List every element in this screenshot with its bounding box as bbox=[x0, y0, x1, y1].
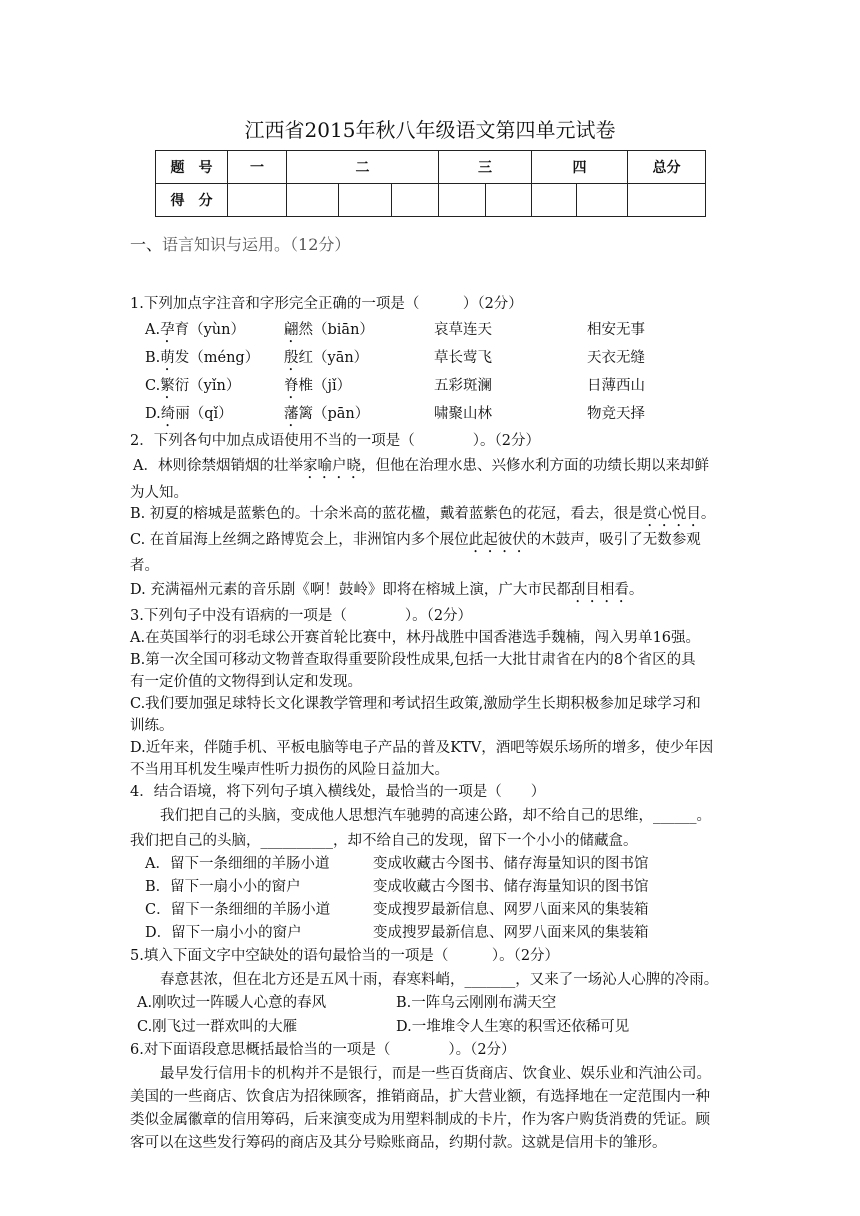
q4-option-b-part1: B．留下一扇小小的窗户 bbox=[145, 879, 301, 895]
q1-option-c-word3: 五彩斑澜 bbox=[434, 378, 492, 394]
q3-line: A.在英国举行的羽毛球公开赛首轮比赛中，林丹战胜中国香港选手魏楠，闯入男单16强。 bbox=[130, 630, 701, 646]
q1-option-b-word2: 殷红（yān） bbox=[284, 350, 369, 366]
q5-option-c: C.刚飞过一群欢叫的大雁 bbox=[137, 1019, 298, 1035]
q3-line: 有一定价值的文物得到认定和发现。 bbox=[130, 674, 362, 690]
q3-line: C.我们要加强足球特长文化课教学管理和考试招生政策,激励学生长期积极参加足球学习和 bbox=[130, 696, 701, 712]
q1-option-b-word4: 天衣无缝 bbox=[587, 350, 645, 366]
question-5-stem: 5.填入下面文字中空缺处的语句最恰当的一项是（ ）。（2分） bbox=[130, 948, 560, 964]
q3-line: 不当用耳机发生噪声性听力损伤的风险日益加大。 bbox=[130, 762, 449, 778]
score-table bbox=[155, 150, 706, 217]
q4-passage-line1: 我们把自己的头脑，变成他人思想汽车驰骋的高速公路，却不给自己的思维，______。 bbox=[160, 808, 711, 824]
q4-option-a-part1: A．留下一条细细的羊肠小道 bbox=[145, 856, 330, 872]
section-heading bbox=[130, 232, 350, 255]
score-header-label: 题 号 bbox=[156, 151, 228, 184]
q4-option-d-part2: 变成搜罗最新信息、网罗八面来风的集装箱 bbox=[373, 925, 649, 941]
q5-option-a: A.刚吹过一阵暖人心意的春风 bbox=[137, 995, 327, 1011]
dotted-idiom: 此起彼伏 bbox=[468, 532, 527, 548]
score-header-1: 一 bbox=[228, 151, 287, 184]
score-cell[interactable] bbox=[577, 184, 628, 217]
q3-line: D.近年来，伴随手机、平板电脑等电子产品的普及KTV，酒吧等娱乐场所的增多，使少年因 bbox=[130, 740, 714, 756]
q6-passage-line: 美国的一些商店、饮食店为招徕顾客，推销商品，扩大营业额，有选择地在一定范围内一种 bbox=[130, 1089, 710, 1105]
score-row-label: 得 分 bbox=[156, 184, 228, 217]
score-cell[interactable] bbox=[339, 184, 392, 217]
question-2-stem: 2．下列各句中加点成语使用不当的一项是（ ）。（2分） bbox=[130, 433, 540, 449]
q4-option-a-part2: 变成收藏古今图书、储存海量知识的图书馆 bbox=[373, 856, 649, 872]
q6-passage-line: 类似金属徽章的信用筹码，后来演变成为用塑料制成的卡片，作为客户购货消费的凭证。顾 bbox=[130, 1112, 710, 1128]
q1-option-d-word1: D.绮丽（qǐ） bbox=[145, 406, 233, 422]
question-3-stem: 3.下列句子中没有语病的一项是（ ）。（2分） bbox=[130, 608, 473, 624]
q5-option-d: D.一堆堆令人生寒的积雪还依稀可见 bbox=[396, 1019, 630, 1035]
score-header-2: 二 bbox=[287, 151, 439, 184]
q1-option-a-word3: 哀草连天 bbox=[434, 322, 492, 338]
dotted-char: 绮 bbox=[160, 406, 176, 422]
q1-option-b-word3: 草长莺飞 bbox=[434, 350, 492, 366]
section-number: 一、 bbox=[130, 235, 163, 254]
score-cell[interactable] bbox=[486, 184, 532, 217]
score-header-4: 四 bbox=[532, 151, 628, 184]
q3-line: B.第一次全国可移动文物普查取得重要阶段性成果,包括一大批甘肃省在内的8个省区的具 bbox=[130, 652, 696, 668]
q1-option-b-word1: B.萌发（méng） bbox=[145, 350, 260, 366]
q1-option-a-word2: 翩然（biān） bbox=[284, 322, 374, 338]
q1-option-d-word4: 物竞天择 bbox=[587, 406, 645, 422]
question-1-stem: 1.下列加点字注音和字形完全正确的一项是（ ）（2分） bbox=[130, 296, 523, 312]
q4-passage-line2: 我们把自己的头脑，__________，却不给自己的发现，留下一个小小的储藏盒。 bbox=[130, 833, 638, 849]
q4-option-c-part1: C．留下一条细细的羊肠小道 bbox=[145, 902, 331, 918]
q2-option-c: C. 在首届海上丝绸之路博览会上，非洲馆内多个展位此起彼伏的木鼓声，吸引了无数参观 bbox=[130, 532, 701, 548]
q5-option-b: B.一阵乌云刚刚布满天空 bbox=[396, 995, 557, 1011]
score-cell[interactable] bbox=[532, 184, 577, 217]
page-title: 江西省2015年秋八年级语文第四单元试卷 bbox=[244, 118, 616, 142]
question-4-stem: 4．结合语境，将下列句子填入横线处，最恰当的一项是（ ） bbox=[130, 784, 546, 800]
dotted-char: 藩 bbox=[284, 406, 299, 422]
q4-option-c-part2: 变成搜罗最新信息、网罗八面来风的集装箱 bbox=[373, 902, 649, 918]
dotted-char: 繁 bbox=[160, 378, 175, 394]
q1-option-a-word4: 相安无事 bbox=[587, 322, 645, 338]
q6-passage-line: 最早发行信用卡的机构并不是银行，而是一些百货商店、饮食业、娱乐业和汽油公司。 bbox=[160, 1066, 711, 1082]
score-cell[interactable] bbox=[392, 184, 439, 217]
q1-option-a-word1: A.孕育（yùn） bbox=[145, 322, 245, 338]
dotted-char: 萌 bbox=[160, 350, 175, 366]
score-cell[interactable] bbox=[228, 184, 287, 217]
q2-option-c-cont: 者。 bbox=[130, 558, 159, 574]
question-6-stem: 6.对下面语段意思概括最恰当的一项是（ ）。（2分） bbox=[130, 1042, 516, 1058]
q2-option-d: D. 充满福州元素的音乐剧《啊！鼓岭》即将在榕城上演，广大市民都刮目相看。 bbox=[130, 582, 644, 598]
score-header-total: 总分 bbox=[628, 151, 706, 184]
section-label: 语言知识与运用。（12分） bbox=[162, 235, 351, 254]
dotted-idiom: 家喻户晓 bbox=[302, 458, 361, 474]
q4-option-b-part2: 变成收藏古今图书、储存海量知识的图书馆 bbox=[373, 879, 649, 895]
q5-passage: 春意甚浓，但在北方还是五风十雨，春寒料峭，_______，又来了一场沁人心脾的冷雨。 bbox=[160, 972, 719, 988]
score-cell[interactable] bbox=[439, 184, 486, 217]
score-cell[interactable] bbox=[287, 184, 339, 217]
score-header-3: 三 bbox=[439, 151, 532, 184]
q4-option-d-part1: D．留下一扇小小的窗户 bbox=[145, 925, 302, 941]
q1-option-d-word3: 啸聚山林 bbox=[434, 406, 492, 422]
q1-option-c-word1: C.繁衍（yǐn） bbox=[145, 378, 241, 394]
score-cell-total[interactable] bbox=[628, 184, 706, 217]
q3-line: 训练。 bbox=[130, 718, 174, 734]
q1-option-c-word4: 日薄西山 bbox=[587, 378, 645, 394]
dotted-char: 殷 bbox=[284, 350, 299, 366]
q2-option-b: B. 初夏的榕城是蓝紫色的。十余米高的蓝花楹，戴着蓝紫色的花冠，看去，很是赏心悦目。 bbox=[130, 506, 716, 522]
q2-option-a-cont: 为人知。 bbox=[130, 485, 188, 501]
dotted-char: 脊 bbox=[284, 378, 299, 394]
dotted-idiom: 赏心悦目 bbox=[642, 506, 701, 522]
q1-option-d-word2: 藩篱（pān） bbox=[284, 406, 370, 422]
dotted-char: 孕 bbox=[160, 322, 175, 338]
q1-option-c-word2: 脊椎（jǐ） bbox=[284, 378, 352, 394]
q2-option-a: A．林则徐禁烟销烟的壮举家喻户晓，但他在治理水患、兴修水利方面的功绩长期以来却鲜 bbox=[133, 458, 709, 474]
dotted-idiom: 刮目相看 bbox=[570, 582, 629, 598]
q6-passage-line: 客可以在这些发行筹码的商店及其分号赊账商品，约期付款。这就是信用卡的雏形。 bbox=[130, 1135, 667, 1151]
dotted-char: 翩 bbox=[284, 322, 299, 338]
